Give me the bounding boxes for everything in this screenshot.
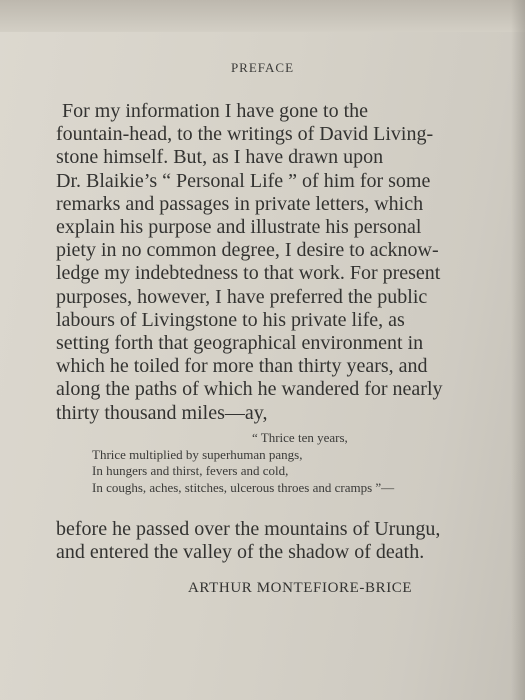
preface-paragraph-2 xyxy=(56,518,440,564)
text-line: For my information I have gone to the xyxy=(62,100,369,122)
text-line: Dr. Blaikie’s “ Personal Life ” of him for some xyxy=(56,169,431,192)
page-top-shadow xyxy=(0,0,525,32)
text-line: fountain-head, to the writings of David Living- xyxy=(56,123,434,146)
text-line: piety in no common degree, I desire to acknow- xyxy=(56,239,439,262)
text-line: stone himself. But, as I have drawn upon xyxy=(56,146,384,169)
verse-quotation xyxy=(92,430,394,496)
page-edge-shadow xyxy=(511,0,525,700)
text-line: explain his purpose and illustrate his personal xyxy=(56,216,422,239)
text-line: thirty thousand miles—ay, xyxy=(56,401,268,424)
verse-line: Thrice multiplied by superhuman pangs, xyxy=(92,446,303,462)
text-line: along the paths of which he wandered for nearly xyxy=(56,378,443,401)
text-line: purposes, however, I have preferred the public xyxy=(56,285,428,308)
text-line: ledge my indebtedness to that work. For present xyxy=(56,262,441,285)
verse-line: “ Thrice ten years, xyxy=(252,430,348,445)
text-line: remarks and passages in private letters, which xyxy=(56,192,424,215)
verse-line: In hungers and thirst, fevers and cold, xyxy=(92,463,289,478)
verse-line: In coughs, aches, stitches, ulcerous throes and cramps ”— xyxy=(92,479,395,495)
text-line: which he toiled for more than thirty years, and xyxy=(56,355,428,378)
text-line: and entered the valley of the shadow of death. xyxy=(56,541,425,564)
text-line: labours of Livingstone to his private life, as xyxy=(56,308,405,331)
page-header: PREFACE xyxy=(230,60,295,75)
preface-paragraph-1 xyxy=(56,100,443,425)
text-line: setting forth that geographical environment in xyxy=(56,332,424,355)
author-signature: ARTHUR MONTEFIORE-BRICE xyxy=(188,580,413,596)
text-line: before he passed over the mountains of Urungu, xyxy=(56,518,441,540)
